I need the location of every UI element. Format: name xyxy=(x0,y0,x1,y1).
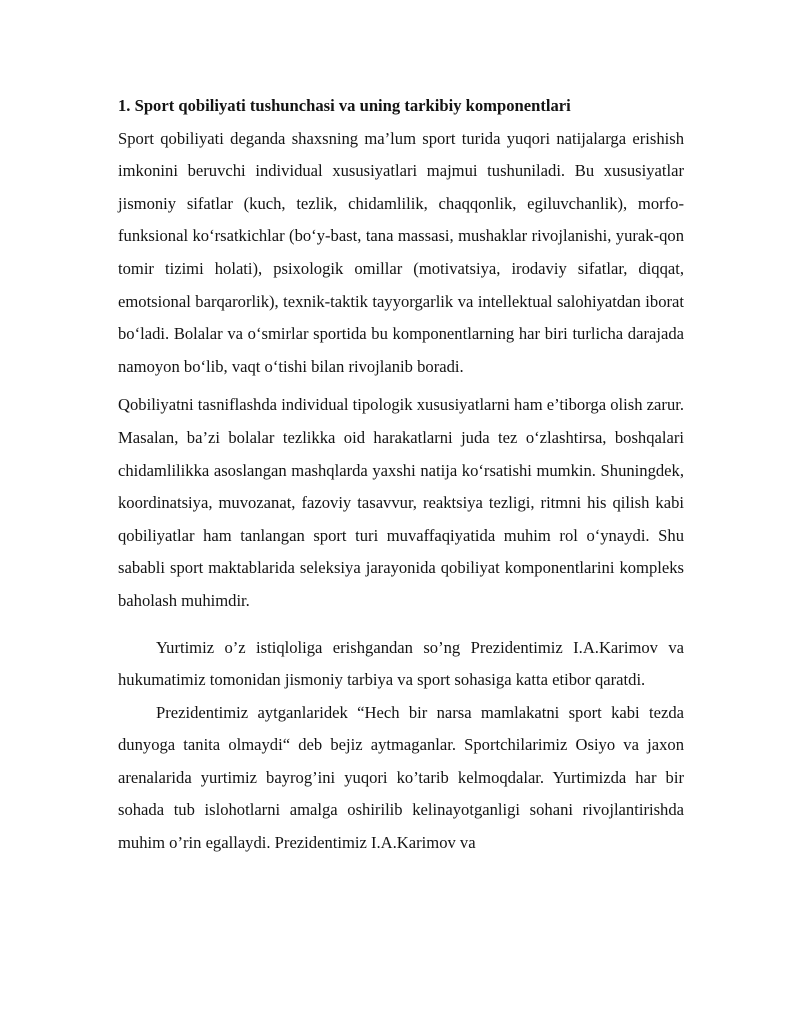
section-heading: 1. Sport qobiliyati tushunchasi va uning tarkibiy komponentlari xyxy=(118,96,571,115)
document-page xyxy=(118,90,684,860)
paragraph-president-quote: Prezidentimiz aytganlaridek “Hech bir narsa mamlakatni sport kabi tezda dunyoga tanita olmaydi“ deb bejiz aytmaganlar. Sportchilarimiz Osiyo va jaxon arenalarida yurtimiz bayrog’ini yuqori ko’tarib kelmoqdalar. Yurtimizda har bir sohada tub islohotlarni amalga oshirilib kelinayotganligi sohani rivojlantirishda muhim o’rin egallaydi. Prezidentimiz I.A.Karimov va xyxy=(118,702,684,853)
paragraph-sport-ability-definition: Sport qobiliyati deganda shaxsning ma’lum sport turida yuqori natijalarga erishish imkonini beruvchi individual xususiyatlari majmui tushuniladi. Bu xususiyatlar jismoniy sifatlar (kuch, tezlik, chidamlilik, chaqqonlik, egiluvchanlik), morfo-funksional ko‘rsatkichlar (bo‘y-bast, tana massasi, mushaklar rivojlanishi, yurak-qon tomir tizimi holati), psixologik omillar (motivatsiya, irodaviy sifatlar, diqqat, emotsional barqarorlik), texnik-taktik tayyorgarlik va intellektual salohiyatdan iborat bo‘ladi. Bolalar va o‘smirlar sportida bu komponentlarning har biri turlicha darajada namoyon bo‘lib, vaqt o‘tishi bilan rivojlanib boradi. xyxy=(118,128,684,376)
paragraph-ability-classification: Qobiliyatni tasniflashda individual tipologik xususiyatlarni ham e’tiborga olish zarur. Masalan, ba’zi bolalar tezlikka oid harakatlarni juda tez o‘zlashtirsa, boshqalari chidamlilikka asoslangan mashqlarda yaxshi natija ko‘rsatishi mumkin. Shuningdek, koordinatsiya, muvozanat, fazoviy tasavvur, reaktsiya tezligi, ritmni his qilish kabi qobiliyatlar ham tanlangan sport turi muvaffaqiyatida muhim rol o‘ynaydi. Shu sababli sport maktablarida seleksiya jarayonida qobiliyat komponentlarini kompleks baholash muhimdir. xyxy=(118,395,684,610)
paragraph-independence: Yurtimiz o’z istiqloliga erishgandan so’ng Prezidentimiz I.A.Karimov va hukumatimiz tomonidan jismoniy tarbiya va sport sohasiga katta etibor qaratdi. xyxy=(118,637,684,690)
